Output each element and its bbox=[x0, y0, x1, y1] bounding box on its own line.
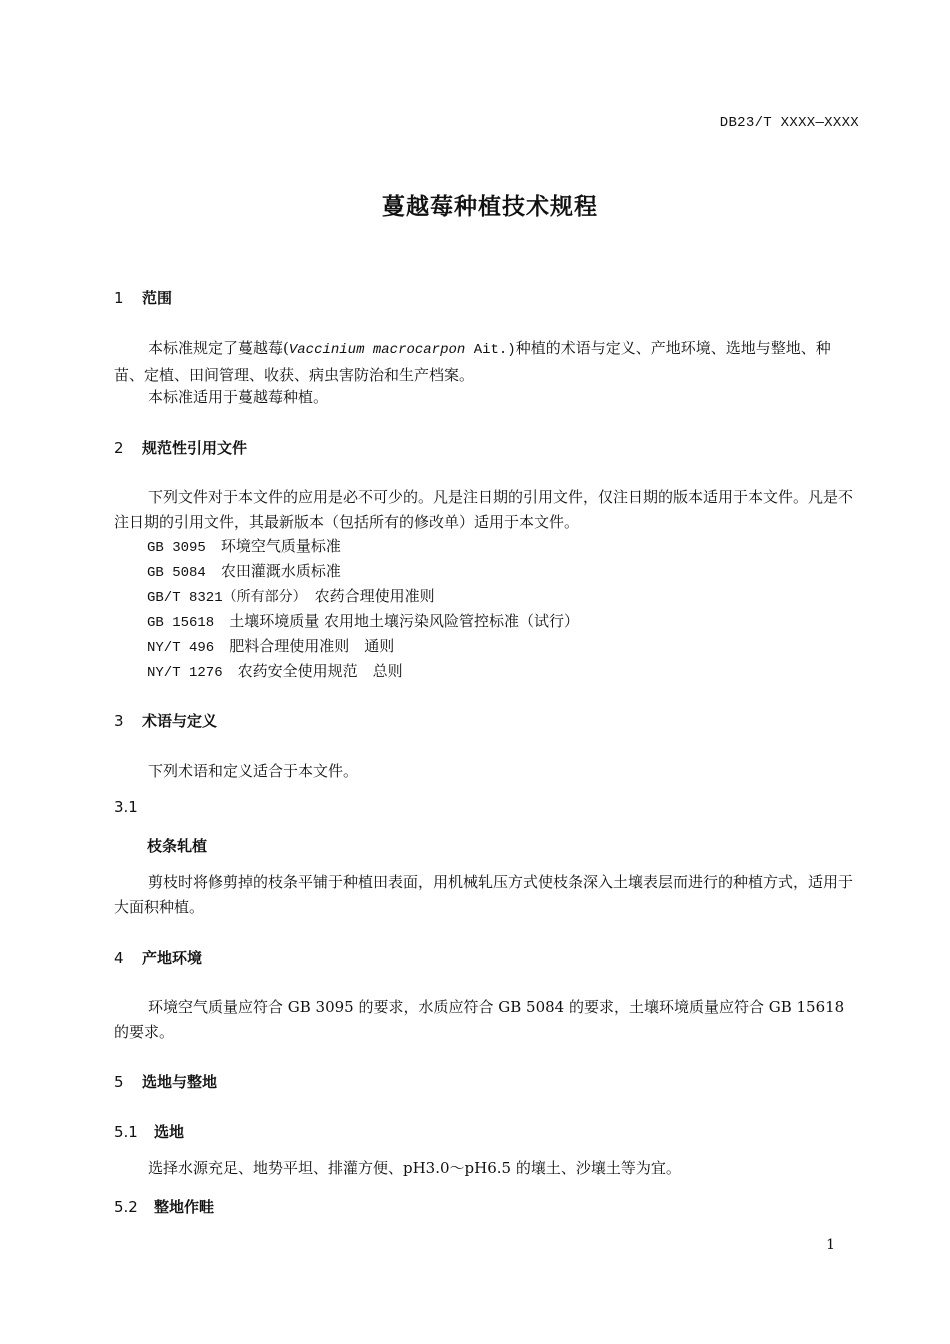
references-intro: 下列文件对于本文件的应用是必不可少的。凡是注日期的引用文件，仅注日期的版本适用于本文件。凡是不注日期的引用文件，其最新版本（包括所有的修改单）适用于本文件。 bbox=[114, 488, 854, 531]
reference-name: 农药安全使用规范 总则 bbox=[237, 662, 403, 680]
scope-text-b: 种植的术语与定义、产地环境、选地与整地、种苗、定植、田间管理、收获、病虫害防治和生产档案。 bbox=[114, 339, 831, 384]
reference-item bbox=[147, 559, 341, 586]
scope-text-a: 本标准规定了蔓越莓( bbox=[148, 339, 289, 357]
reference-code: GB 15618 bbox=[147, 615, 215, 631]
subsection-title: 整地作畦 bbox=[154, 1198, 215, 1216]
section-number: 2 bbox=[114, 439, 124, 457]
applicability-paragraph: 本标准适用于蔓越莓种植。 bbox=[148, 388, 329, 406]
term-definition: 剪枝时将修剪掉的枝条平铺于种植田表面，用机械轧压方式使枝条深入土壤表层而进行的种植方式，适用于大面积种植。 bbox=[114, 873, 854, 916]
reference-name: 农田灌溉水质标准 bbox=[220, 562, 341, 580]
section-number: 4 bbox=[114, 949, 124, 967]
section-title: 术语与定义 bbox=[142, 712, 218, 730]
section-number: 3 bbox=[114, 712, 124, 730]
section-number: 5 bbox=[114, 1073, 124, 1091]
reference-name: 肥料合理使用准则 通则 bbox=[229, 637, 395, 655]
section-title: 选地与整地 bbox=[142, 1073, 218, 1091]
section-5-heading bbox=[114, 1071, 217, 1092]
reference-name: 农药合理使用准则 bbox=[314, 587, 435, 605]
subsection-3-1-number: 3.1 bbox=[114, 798, 138, 816]
site-selection-paragraph: 选择水源充足、地势平坦、排灌方便、pH3.0～pH6.5 的壤土、沙壤土等为宜。 bbox=[148, 1159, 681, 1177]
section-2-heading bbox=[114, 437, 247, 458]
section-3-heading bbox=[114, 710, 217, 731]
subsection-title: 选地 bbox=[154, 1123, 185, 1141]
subsection-5-2-heading bbox=[114, 1196, 214, 1217]
reference-item bbox=[147, 609, 579, 636]
section-title: 规范性引用文件 bbox=[142, 439, 248, 457]
scope-paragraph bbox=[114, 336, 860, 388]
term-heading: 枝条轧植 bbox=[147, 837, 208, 855]
reference-item bbox=[147, 659, 403, 686]
reference-name: 环境空气质量标准 bbox=[220, 537, 341, 555]
reference-name: 土壤环境质量 农用地土壤污染风险管控标准（试行） bbox=[229, 612, 580, 630]
subsection-number: 5.1 bbox=[114, 1123, 138, 1141]
reference-code: NY/T 1276 bbox=[147, 665, 223, 681]
terms-intro: 下列术语和定义适合于本文件。 bbox=[148, 762, 359, 780]
subsection-5-1-heading bbox=[114, 1121, 184, 1142]
subsection-number: 5.2 bbox=[114, 1198, 138, 1216]
reference-code: GB/T 8321（所有部分） bbox=[147, 590, 300, 606]
section-title: 范围 bbox=[142, 289, 173, 307]
section-1-heading bbox=[114, 287, 172, 308]
section-title: 产地环境 bbox=[142, 949, 203, 967]
latin-name: Vaccinium macrocarpon bbox=[288, 342, 466, 358]
reference-item bbox=[147, 634, 394, 661]
section-number: 1 bbox=[114, 289, 124, 307]
document-code: DB23/T XXXX—XXXX bbox=[719, 115, 859, 131]
page-number: 1 bbox=[826, 1237, 835, 1253]
document-title: 蔓越莓种植技术规程 bbox=[382, 194, 598, 220]
reference-item bbox=[147, 584, 435, 611]
environment-paragraph: 环境空气质量应符合 GB 3095 的要求，水质应符合 GB 5084 的要求，土壤环境质量应符合 GB 15618 的要求。 bbox=[114, 998, 845, 1041]
author-abbrev: Ait.) bbox=[465, 342, 516, 358]
reference-code: NY/T 496 bbox=[147, 640, 215, 656]
section-4-heading bbox=[114, 947, 202, 968]
reference-code: GB 5084 bbox=[147, 565, 206, 581]
reference-item bbox=[147, 534, 341, 561]
reference-code: GB 3095 bbox=[147, 540, 206, 556]
